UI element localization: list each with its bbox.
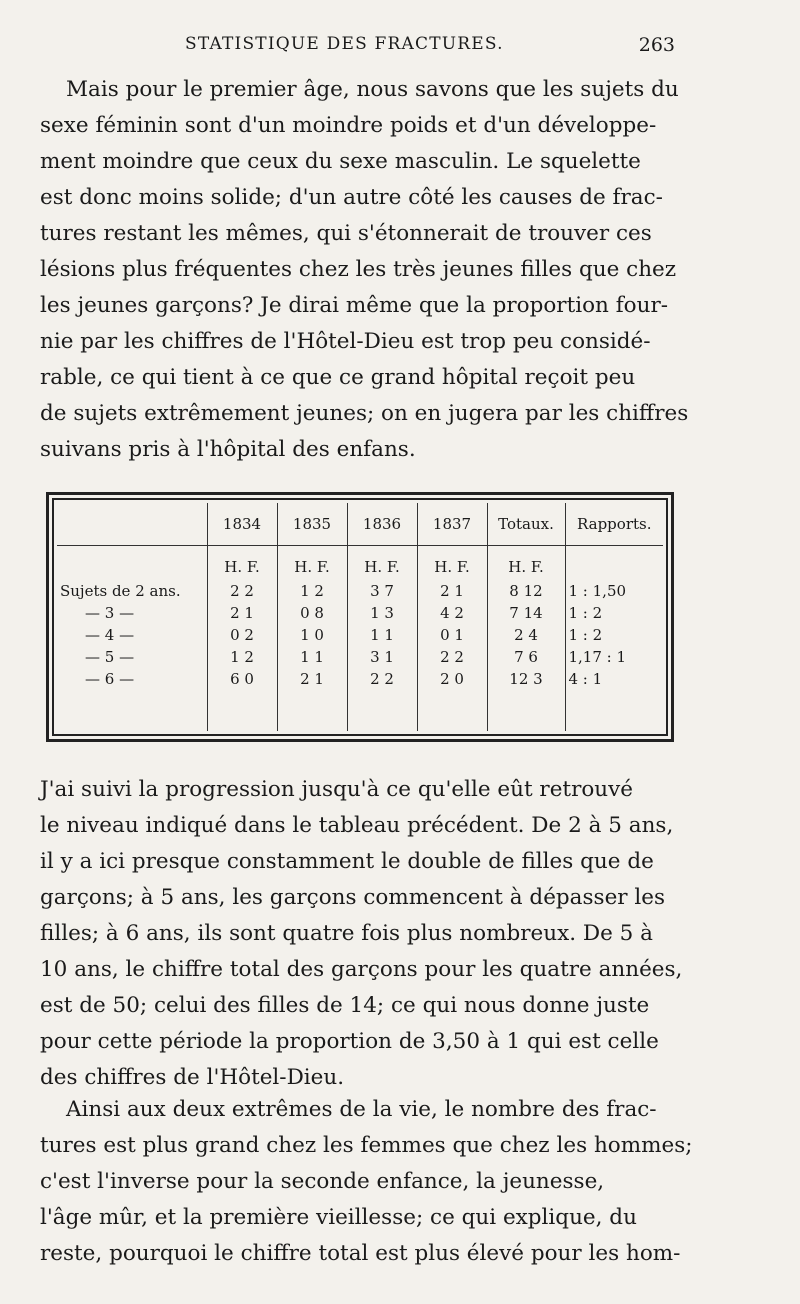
column-header-totaux: Totaux.	[487, 503, 565, 546]
table-corner	[57, 503, 207, 546]
cell-1834: 1 2	[207, 646, 277, 668]
text-line: lésions plus fréquentes chez les très jeunes filles que chez	[40, 257, 677, 282]
cell-1836: 3 1	[347, 646, 417, 668]
table-row	[57, 668, 663, 690]
text-line: l'âge mûr, et la première vieillesse; ce qui explique, du	[40, 1205, 637, 1230]
table-spacer-row	[57, 690, 663, 731]
cell-1836: 3 7	[347, 580, 417, 602]
cell-rapport: 1 : 2	[565, 602, 663, 624]
column-header-1835: 1835	[277, 503, 347, 546]
row-label: — 4 —	[85, 626, 135, 644]
column-header-1837: 1837	[417, 503, 487, 546]
cell-totaux: 12 3	[487, 668, 565, 690]
text-line: de sujets extrêmement jeunes; on en jugera par les chiffres	[40, 401, 689, 426]
spacer-cell	[487, 690, 565, 731]
cell-1837: 2 0	[417, 668, 487, 690]
cell-totaux: 7 14	[487, 602, 565, 624]
text-line: Ainsi aux deux extrêmes de la vie, le nombre des frac-	[66, 1097, 657, 1122]
table-header-row	[57, 503, 663, 546]
cell-1837: 2 1	[417, 580, 487, 602]
cell-1834: 6 0	[207, 668, 277, 690]
paragraph-progression	[40, 772, 683, 1096]
cell-totaux: 8 12	[487, 580, 565, 602]
text-line: rable, ce qui tient à ce que ce grand hôpital reçoit peu	[40, 365, 636, 390]
cell-totaux: 2 4	[487, 624, 565, 646]
hf-label: H. F.	[347, 546, 417, 581]
fracture-statistics-table	[57, 503, 663, 731]
cell-1837: 0 1	[417, 624, 487, 646]
paragraph-conclusion	[40, 1092, 693, 1272]
hf-label: H. F.	[487, 546, 565, 581]
cell-1834: 2 1	[207, 602, 277, 624]
text-line: des chiffres de l'Hôtel-Dieu.	[40, 1065, 345, 1090]
cell-1834: 2 2	[207, 580, 277, 602]
text-line: suivans pris à l'hôpital des enfans.	[40, 437, 416, 462]
text-line: garçons; à 5 ans, les garçons commencent à dépasser les	[40, 885, 666, 910]
text-line: nie par les chiffres de l'Hôtel-Dieu est trop peu considé-	[40, 329, 651, 354]
cell-1835: 1 1	[277, 646, 347, 668]
row-label: — 6 —	[85, 670, 135, 688]
hf-label: H. F.	[417, 546, 487, 581]
cell-1837: 2 2	[417, 646, 487, 668]
table-subheader-row	[57, 546, 663, 581]
table-row	[57, 580, 663, 602]
cell-1836: 1 3	[347, 602, 417, 624]
cell-rapport: 4 : 1	[565, 668, 663, 690]
row-label: — 3 —	[85, 604, 135, 622]
cell-1834: 0 2	[207, 624, 277, 646]
spacer-cell	[207, 690, 277, 731]
cell-1835: 0 8	[277, 602, 347, 624]
table-row	[57, 602, 663, 624]
column-header-rapports: Rapports.	[565, 503, 663, 546]
hf-label: H. F.	[277, 546, 347, 581]
row-label: Sujets de 2 ans.	[60, 582, 181, 600]
table-subheader-blank	[57, 546, 207, 581]
table-row	[57, 624, 663, 646]
text-line: 10 ans, le chiffre total des garçons pour les quatre années,	[40, 957, 683, 982]
text-line: tures est plus grand chez les femmes que chez les hommes;	[40, 1133, 693, 1158]
spacer-cell	[565, 690, 663, 731]
text-line: pour cette période la proportion de 3,50 à 1 qui est celle	[40, 1029, 659, 1054]
column-header-1834: 1834	[207, 503, 277, 546]
paragraph-first-age	[40, 72, 689, 468]
page-number: 263	[638, 34, 675, 56]
row-label: — 5 —	[85, 648, 135, 666]
text-line: J'ai suivi la progression jusqu'à ce qu'elle eût retrouvé	[40, 777, 634, 802]
text-line: sexe féminin sont d'un moindre poids et d'un développe-	[40, 113, 657, 138]
hf-blank	[565, 546, 663, 581]
text-line: Mais pour le premier âge, nous savons que les sujets du	[66, 77, 679, 102]
text-line: les jeunes garçons? Je dirai même que la proportion four-	[40, 293, 669, 318]
running-header	[0, 34, 800, 64]
text-line: c'est l'inverse pour la seconde enfance, la jeunesse,	[40, 1169, 605, 1194]
text-line: le niveau indiqué dans le tableau précédent. De 2 à 5 ans,	[40, 813, 674, 838]
text-line: filles; à 6 ans, ils sont quatre fois plus nombreux. De 5 à	[40, 921, 653, 946]
spacer-cell	[347, 690, 417, 731]
cell-rapport: 1,17 : 1	[565, 646, 663, 668]
cell-1835: 1 0	[277, 624, 347, 646]
text-line: est de 50; celui des filles de 14; ce qui nous donne juste	[40, 993, 650, 1018]
statistics-table-frame	[46, 492, 674, 742]
text-line: est donc moins solide; d'un autre côté les causes de frac-	[40, 185, 663, 210]
text-line: reste, pourquoi le chiffre total est plus élevé pour les hom-	[40, 1241, 681, 1266]
cell-1835: 2 1	[277, 668, 347, 690]
cell-1835: 1 2	[277, 580, 347, 602]
spacer-cell	[417, 690, 487, 731]
spacer-cell	[57, 690, 207, 731]
cell-totaux: 7 6	[487, 646, 565, 668]
cell-1836: 2 2	[347, 668, 417, 690]
hf-label: H. F.	[207, 546, 277, 581]
text-line: il y a ici presque constamment le double de filles que de	[40, 849, 654, 874]
spacer-cell	[277, 690, 347, 731]
text-line: tures restant les mêmes, qui s'étonnerait de trouver ces	[40, 221, 652, 246]
column-header-1836: 1836	[347, 503, 417, 546]
cell-rapport: 1 : 2	[565, 624, 663, 646]
cell-rapport: 1 : 1,50	[565, 580, 663, 602]
cell-1836: 1 1	[347, 624, 417, 646]
table-row	[57, 646, 663, 668]
cell-1837: 4 2	[417, 602, 487, 624]
text-line: ment moindre que ceux du sexe masculin. Le squelette	[40, 149, 641, 174]
running-title: STATISTIQUE DES FRACTURES.	[185, 34, 504, 54]
